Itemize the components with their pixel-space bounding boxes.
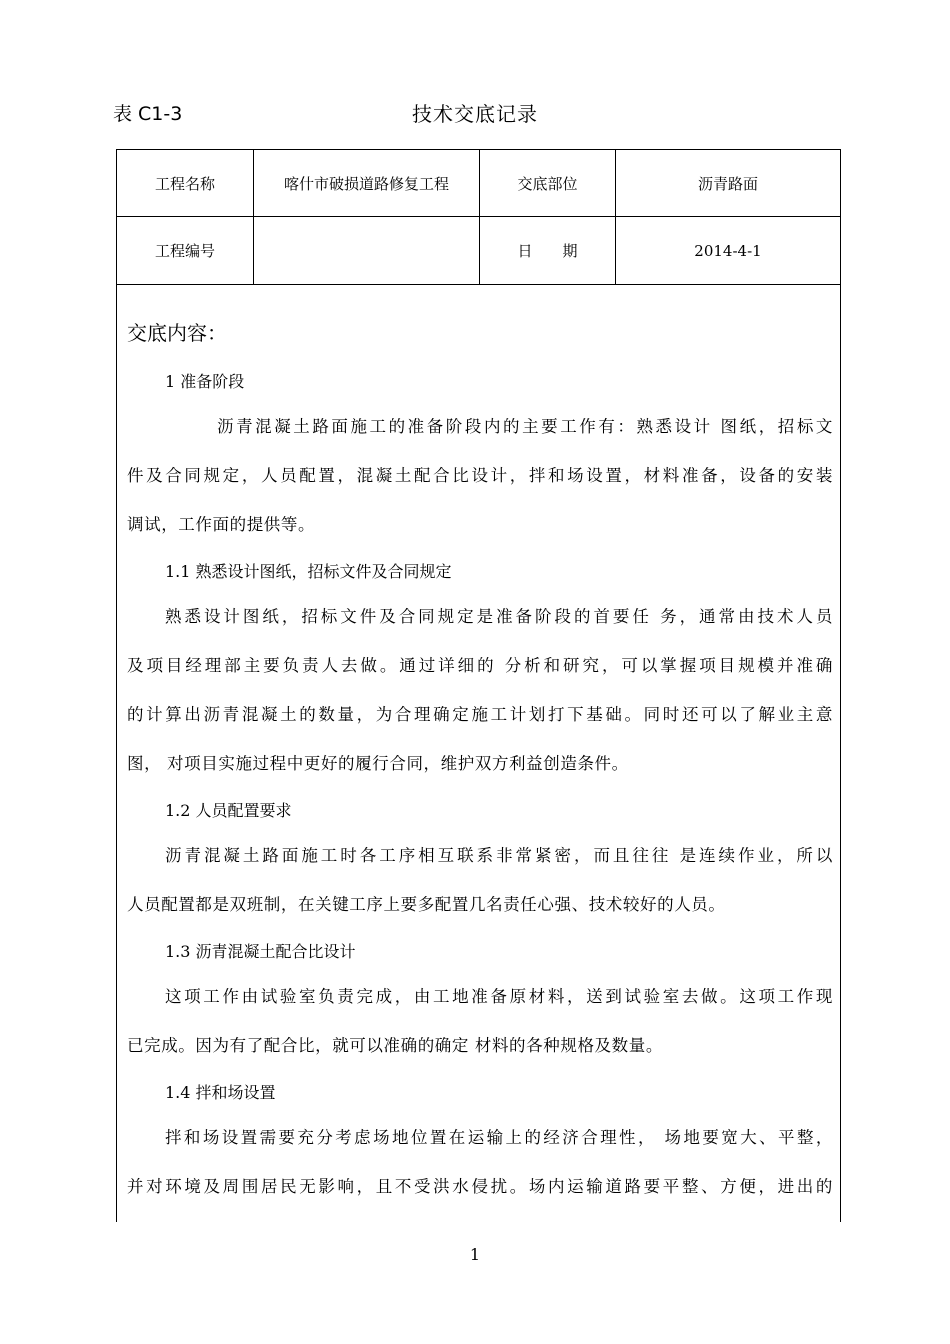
paragraph-line: 调试，工作面的提供等。: [127, 515, 316, 534]
form-number: 表 C1-3: [113, 103, 183, 125]
section-1-1-paragraph: [127, 602, 833, 779]
paragraph-line: 沥青混凝土路面施工的准备阶段内的主要工作有：熟悉设计 图纸，招标文: [217, 417, 833, 436]
paragraph-line: 拌和场设置需要充分考虑场地位置在运输上的经济合理性， 场地要宽大、平整，: [165, 1128, 833, 1147]
project-name-label: 工程名称: [154, 175, 215, 193]
project-name-value: 喀什市破损道路修复工程: [283, 175, 449, 193]
paragraph-line: 图， 对项目实施过程中更好的履行合同，维护双方利益创造条件。: [127, 754, 629, 773]
paragraph-line: 人员配置都是双班制，在关键工序上要多配置几名责任心强、技术较好的人员。: [127, 895, 726, 914]
table-header-bottom-border: [116, 284, 841, 285]
section-1-2-title: 1.2 人员配置要求: [165, 801, 292, 820]
project-code-value: [254, 217, 479, 284]
paragraph-line: 及项目经理部主要负责人去做。通过详细的 分析和研究，可以掌握项目规模并准确: [127, 656, 833, 675]
date-label: 日 期: [517, 242, 578, 260]
disclosure-part-value: 沥青路面: [697, 175, 758, 193]
paragraph-line: 件及合同规定，人员配置，混凝土配合比设计，拌和场设置，材料准备，设备的安装: [127, 466, 833, 485]
section-1-4-title: 1.4 拌和场设置: [165, 1083, 276, 1102]
project-code-label: 工程编号: [154, 242, 215, 260]
section-1-2-paragraph: [127, 841, 833, 920]
date-value: 2014-4-1: [694, 241, 762, 260]
section-1-3-title: 1.3 沥青混凝土配合比设计: [165, 942, 356, 961]
paragraph-line: 这项工作由试验室负责完成，由工地准备原材料，送到试验室去做。这项工作现: [165, 987, 833, 1006]
section-1-3-paragraph: [127, 982, 833, 1061]
content-heading: 交底内容：: [127, 321, 227, 345]
disclosure-part-label: 交底部位: [517, 175, 578, 193]
disclosure-content: [127, 308, 833, 1218]
paragraph-line: 的计算出沥青混凝土的数量，为合理确定施工计划打下基础。同时还可以了解业主意: [127, 705, 833, 724]
document-title: 技术交底记录: [412, 102, 538, 126]
section-1-1-title: 1.1 熟悉设计图纸，招标文件及合同规定: [165, 562, 452, 581]
section-1-paragraph: [127, 412, 833, 540]
page-number: 1: [469, 1245, 481, 1264]
paragraph-line: 并对环境及周围居民无影响，且不受洪水侵扰。场内运输道路要平整、方便，进出的: [127, 1177, 833, 1196]
section-1-title: 1 准备阶段: [165, 372, 245, 391]
paragraph-line: 熟悉设计图纸，招标文件及合同规定是准备阶段的首要任 务，通常由技术人员: [165, 607, 833, 626]
paragraph-line: 已完成。因为有了配合比，就可以准确的确定 材料的各种规格及数量。: [127, 1036, 663, 1055]
paragraph-line: 沥青混凝土路面施工时各工序相互联系非常紧密，而且往往 是连续作业，所以: [165, 846, 833, 865]
section-1-4-paragraph: [127, 1123, 833, 1202]
